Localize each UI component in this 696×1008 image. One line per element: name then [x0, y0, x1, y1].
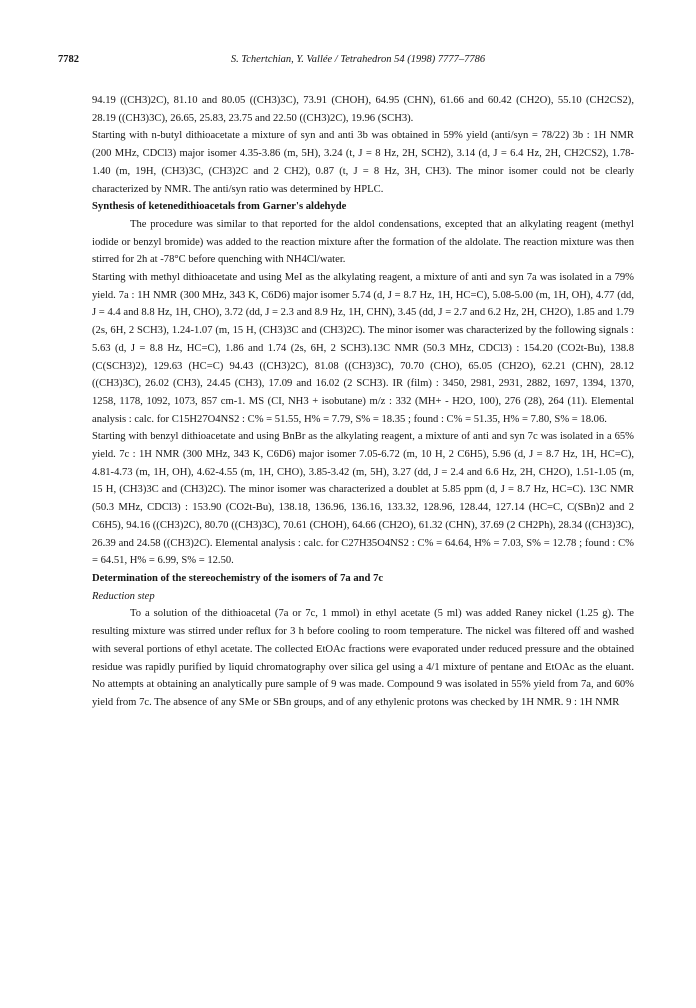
subheading-reduction-step: Reduction step [92, 590, 155, 602]
paragraph-reduction: To a solution of the dithioacetal (7a or 7c, 1 mmol) in ethyl acetate (5 ml) was added Raney nickel (1.25 g). The resulting mixture was stirred under reflux for 3 h before cooling to room temperature. The nickel was filtered off and washed with several portions of ethyl acetate. The collected EtOAc fractions were evaporated under reduced pressure and the obtained residue was rapidly purified by liquid chromatography over silica gel using a 4/1 mixture of pentane and EtOAc as the eluant. No attempts at obtaining an analytically pure sample of 9 was made. Compound 9 was isolated in 55% yield from 7a, and 60% yield from 7c. The absence of any SMe or SBn groups, and of any ethylenic protons was checked by 1H NMR. 9 : 1H NMR [92, 608, 634, 708]
paragraph-procedure: The procedure was similar to that reported for the aldol condensations, excepted that an alkylating reagent (methyl iodide or benzyl bromide) was added to the reaction mixture after the formation of the aldolate. The reaction mixture was then stirred for 2h at -78°C before quenching with NH4Cl/water. [92, 218, 634, 266]
section-heading-ketenedithioacetals: Synthesis of ketenedithioacetals from Garner's aldehyde [92, 201, 347, 213]
section-heading-stereochemistry: Determination of the stereochemistry of the isomers of 7a and 7c [92, 572, 384, 584]
paragraph-7a: Starting with methyl dithioacetate and using MeI as the alkylating reagent, a mixture of anti and syn 7a was isolated in a 79% yield. 7a : 1H NMR (300 MHz, 343 K, C6D6) major isomer 5.74 (d, J = 8.7 Hz, 1H, HC=C), 5.08-5.00 (m, 1H, OH), 4.77 (dd, J = 4.4 and 8.8 Hz, 1H, CHO), 3.72 (dd, J = 2.3 and 8.9 Hz, 1H, CHN), 3.45 (dd, J = 2.7 and 6.2 Hz, 2H, CH2O), 1.85 and 1.79 (2s, 6H, 2 SCH3), 1.24-1.07 (m, 15 H, (CH3)3C and (CH3)2C). The minor isomer was characterized by the following signals : 5.63 (d, J = 8.8 Hz, HC=C), 1.86 and 1.74 (2s, 6H, 2 SCH3).13C NMR (50.3 MHz, CDCl3) : 154.20 (CO2t-Bu), 138.8 (C(SCH3)2), 129.63 (HC=C) 94.43 ((CH3)2C), 81.08 ((CH3)3C), 70.70 (CHO), 65.05 (CH2O), 62.21 (CHN), 28.12 ((CH3)3C), 26.02 (CH3), 24.45 (CH3), 17.09 and 16.02 (2 SCH3). IR (film) : 3450, 2981, 2931, 2882, 1697, 1394, 1370, 1258, 1178, 1092, 1073, 857 cm-1. MS (CI, NH3 + isobutane) m/z : 332 (MH+ - H2O, 100), 276 (28), 264 (11). Elemental analysis : calc. for C15H27O4NS2 : C% = 51.55, H% = 7.79, S% = 18.35 ; found : C% = 51.35, H% = 7.80, S% = 18.06. [92, 272, 634, 425]
page-header [58, 54, 658, 70]
paragraph-3b: Starting with n-butyl dithioacetate a mixture of syn and anti 3b was obtained in 59% yield (anti/syn = 78/22) 3b : 1H NMR (200 MHz, CDCl3) major isomer 4.35-3.86 (m, 5H), 3.24 (t, J = 8 Hz, 2H, SCH2), 3.14 (d, J = 6.4 Hz, 2H, CH2CS2), 1.78-1.40 (m, 19H, (CH3)3C, (CH3)2C and 2 CH2), 0.87 (t, J = 8 Hz, 3H, CH3). The minor isomer could not be clearly characterized by NMR. The anti/syn ratio was determined by HPLC. [92, 130, 634, 195]
page-number: 7782 [58, 54, 79, 65]
paragraph-13c-nmr-continuation: 94.19 ((CH3)2C), 81.10 and 80.05 ((CH3)3C), 73.91 (CHOH), 64.95 (CHN), 61.66 and 60.42 (CH2O), 55.10 (CH2CS2), 28.19 ((CH3)3C), 26.65, 25.83, 23.75 and 22.50 ((CH3)2C), 19.96 (SCH3). [92, 95, 634, 124]
running-title: S. Tchertchian, Y. Vallée / Tetrahedron 54 (1998) 7777–7786 [230, 54, 486, 65]
paragraph-7c: Starting with benzyl dithioacetate and using BnBr as the alkylating reagent, a mixture of anti and syn 7c was isolated in a 65% yield. 7c : 1H NMR (300 MHz, 343 K, C6D6) major isomer 7.05-6.72 (m, 10 H, 2 C6H5), 5.96 (d, J = 8.7 Hz, 1H, HC=C), 4.81-4.73 (m, 1H, OH), 4.62-4.55 (m, 1H, CHO), 3.85-3.42 (m, 5H), 3.27 (dd, J = 2.4 and 6.6 Hz, 2H, CH2O), 1.51-1.05 (m, 15 H, (CH3)3C and (CH3)2C). The minor isomer was characterized a doublet at 5.85 ppm (d, J = 8.7 Hz, HC=C). 13C NMR (50.3 MHz, CDCl3) : 153.90 (CO2t-Bu), 138.18, 136.96, 136.16, 133.32, 128.96, 128.44, 127.14 (HC=C, C(SBn)2 and 2 C6H5), 94.16 ((CH3)2C), 80.70 ((CH3)3C), 70.61 (CHOH), 64.66 (CH2O), 61.32 (CHN), 37.69 (2 CH2Ph), 28.34 ((CH3)3C), 26.39 and 24.58 ((CH3)2C). Elemental analysis : calc. for C27H35O4NS2 : C% = 64.64, H% = 7.03, S% = 12.78 ; found : C% = 64.51, H% = 6.99, S% = 12.50. [92, 431, 634, 567]
article-body [92, 92, 634, 712]
